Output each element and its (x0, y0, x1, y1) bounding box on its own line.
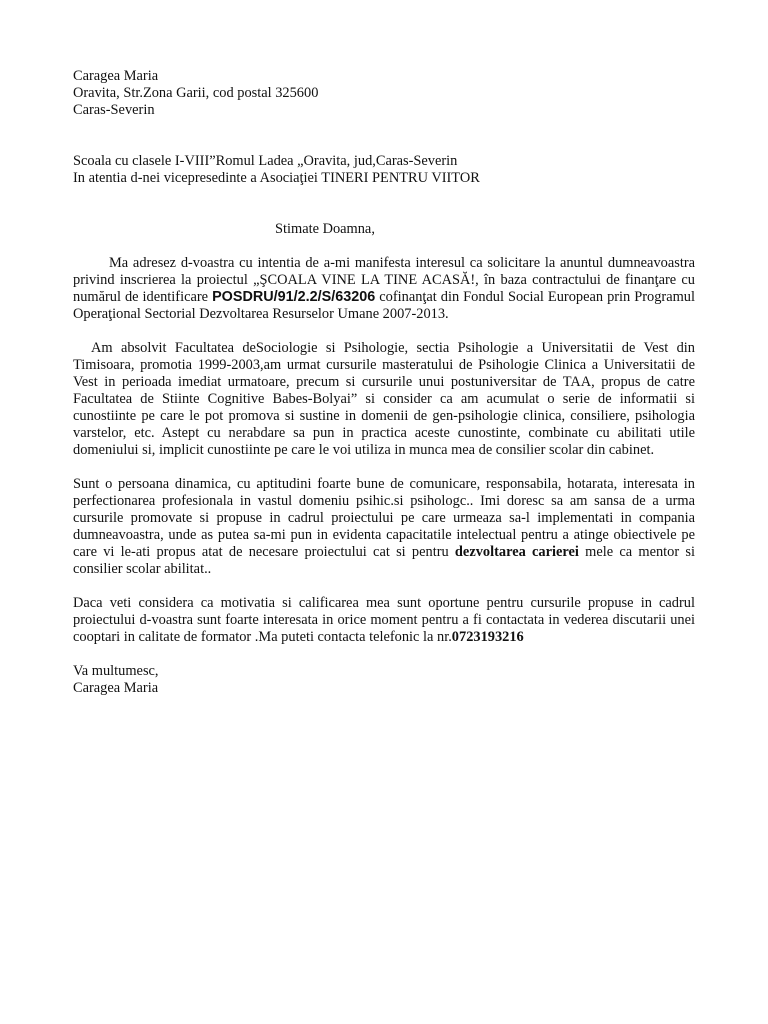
closing-thanks: Va multumesc, (73, 663, 159, 679)
paragraph-intro-text-1: Ma adresez d-voastra cu intentia de a-mi manifesta interesul ca solicitare la anuntul dumneavoastra privind inscrierea la proiectul „ŞCOALA VINE LA TINE ACASĂ!, în baza contractului de finanţare cu numărul de identificare (73, 255, 695, 305)
career-emphasis: dezvoltarea carierei (454, 544, 579, 560)
sender-address: Oravita, Str.Zona Garii, cod postal 325600 (73, 85, 319, 101)
phone-number: 0723193216 (451, 629, 524, 645)
project-code: POSDRU/91/2.2/S/63206 (212, 289, 376, 305)
paragraph-intro-text-2: cofinanţat din Fondul Social European prin Programul Operaţional Sectorial Dezvoltarea Resurselor Umane 2007-2013. (73, 289, 695, 322)
paragraph-motivation (73, 476, 695, 578)
paragraph-intro (73, 255, 695, 323)
recipient-block (73, 153, 695, 187)
salutation: Stimate Doamna, (275, 221, 375, 237)
sender-name: Caragea Maria (73, 68, 159, 84)
sender-county: Caras-Severin (73, 102, 155, 118)
paragraph-education: Am absolvit Facultatea deSociologie si Psihologie, sectia Psihologie a Universitatii de Vest din Timisoara, promotia 1999-2003,am urmat cursurile masteratului de Psihologie Clinica a Universitatii de Vest in perioada imediat urmatoare, precum si cursurile unui postuniversitar de TAA, propus de catre Facultatea de Stiinte Cognitive Babes-Bolyai” si consider ca am acumulat o serie de informatii si cunostiinte pe care le pot promova si sustine in domenii de gen-psihologie clinica, consiliere, psihologia varstelor, etc. Astept cu nerabdare sa pun in practica aceste cunostinte, combinate cu abilitati utile domeniului si, implicit cunostiinte pe care le voi utiliza in munca mea de consilier scolar din cabinet. (73, 340, 695, 458)
recipient-attention: In atentia d-nei vicepresedinte a Asociaţiei TINERI PENTRU VIITOR (73, 170, 480, 186)
paragraph-motivation-text-1: Sunt o persoana dinamica, cu aptitudini foarte bune de comunicare, responsabila, hotarata, interesata in perfectionarea profesionala in vastul domeniu psihic.si psihologc.. Imi doresc sa am sansa de a urma cursurile promovate si propuse in cadrul proiectului pe care urmeaza sa-l implementati in compania dumneavoastra, unde as putea sa-mi pun in evidenta capacitatile intelectual pentru a atinge obiectivele pe care vi le-ati propus atat de necesare proiectului cat si pentru (73, 476, 695, 560)
closing-block (73, 663, 695, 697)
letter-page (73, 68, 695, 697)
recipient-school: Scoala cu clasele I-VIII”Romul Ladea „Oravita, jud,Caras-Severin (73, 153, 458, 169)
paragraph-contact-text: Daca veti considera ca motivatia si calificarea mea sunt oportune pentru cursurile propuse in cadrul proiectului d-voastra sunt foarte interesata in orice moment pentru a fi contactata in vederea discutarii unei cooptari in calitate de formator .Ma puteti contacta telefonic la nr. (73, 595, 695, 645)
sender-block (73, 68, 695, 119)
paragraph-motivation-text-2: mele ca mentor si consilier scolar abilitat.. (73, 544, 695, 577)
paragraph-contact (73, 595, 695, 646)
closing-signature: Caragea Maria (73, 680, 159, 696)
